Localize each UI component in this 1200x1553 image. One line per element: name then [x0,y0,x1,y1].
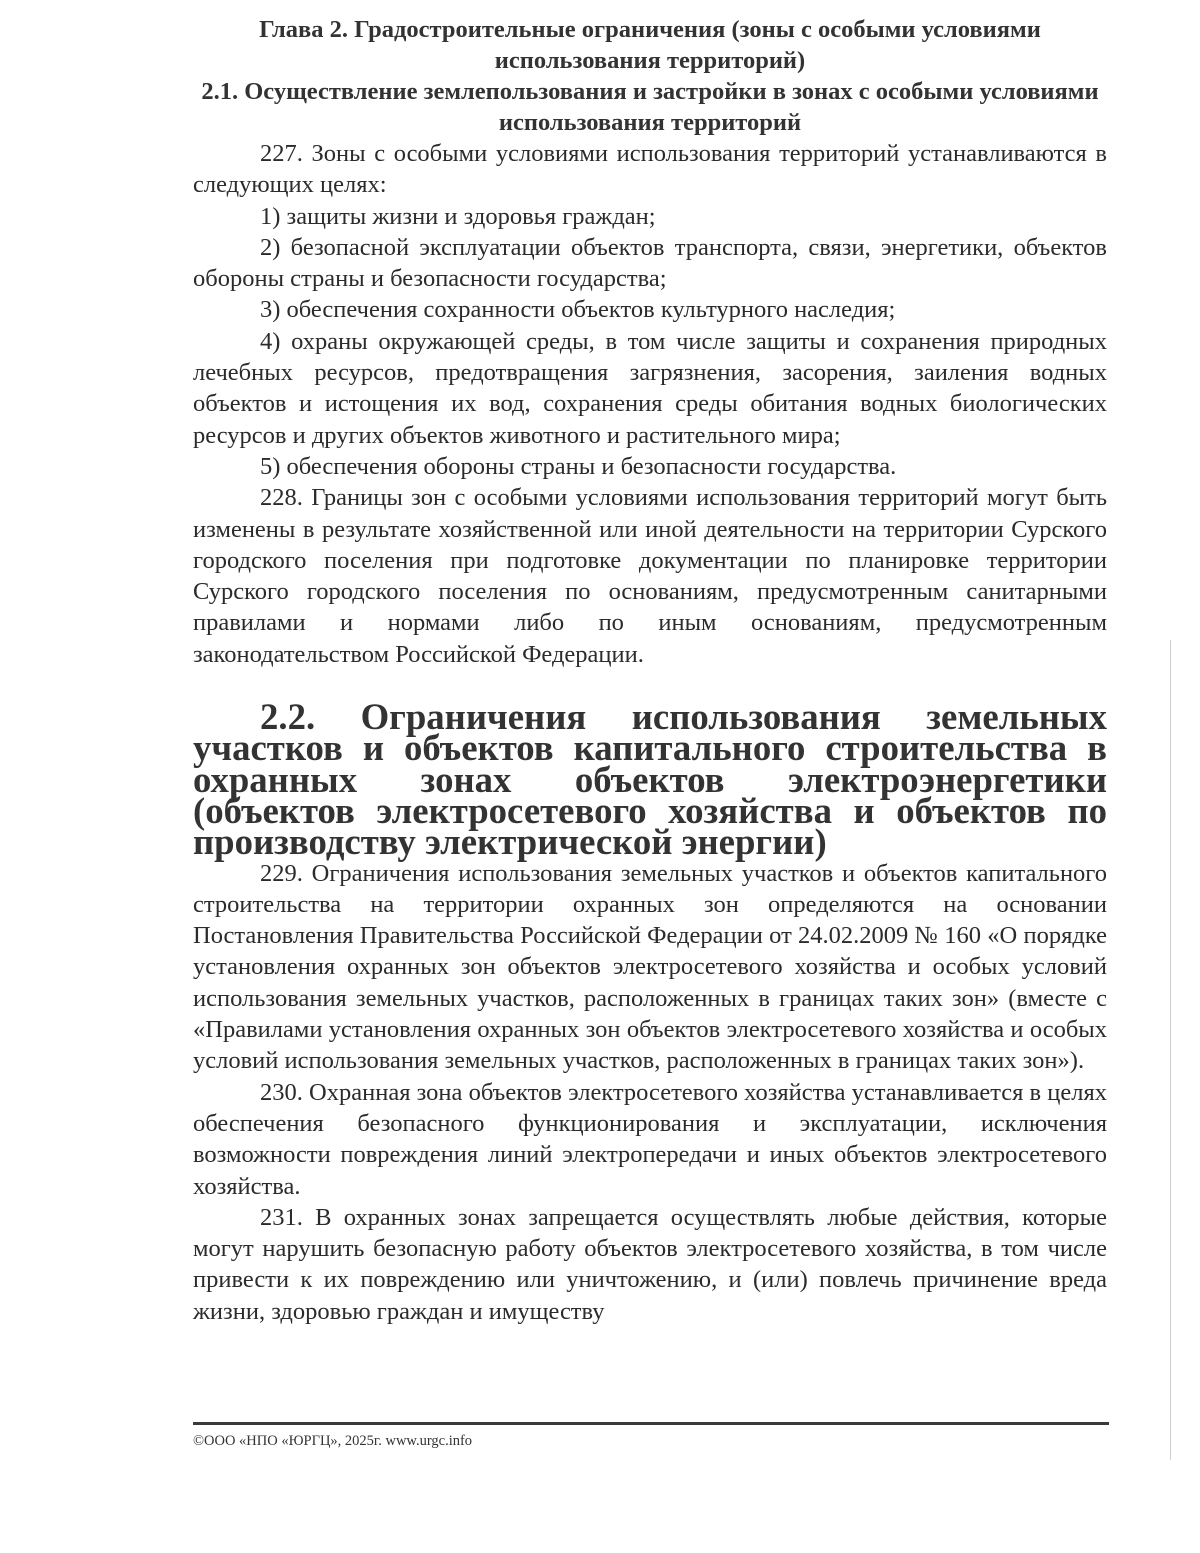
paragraph-231: 231. В охранных зонах запрещается осуществлять любые действия, которые могут нарушить безопасную работу объектов электросетевого хозяйства, в том числе привести к их повреждению или уничтожению, и (или) повлечь причинение вреда жизни, здоровью граждан и имуществу [193,1203,1107,1325]
section-2-2-title: 2.2. Ограничения использования земельных участков и объектов капитального строительства в охранных зонах объектов электроэнергетики (объектов электросетевого хозяйства и объектов по производству электрической энергии) [193,696,1107,863]
document-page [193,14,1107,1327]
list-item: 2) безопасной эксплуатации объектов транспорта, связи, энергетики, объектов обороны страны и безопасности государства; [193,233,1107,293]
chapter-title: Глава 2. Градостроительные ограничения (зоны с особыми условиями использования территорий) [259,16,1041,74]
list-item: 4) охраны окружающей среды, в том числе защиты и сохранения природных лечебных ресурсов, предотвращения загрязнения, засорения, заиления водных объектов и истощения их вод, сохранения среды обитания водных биологических ресурсов и других объектов животного и растительного мира; [193,327,1107,449]
paragraph-230: 230. Охранная зона объектов электросетевого хозяйства устанавливается в целях обеспечения безопасного функционирования и эксплуатации, исключения возможности повреждения линий электропередачи и иных объектов электросетевого хозяйства. [193,1078,1107,1200]
paragraph-228: 228. Границы зон с особыми условиями использования территорий могут быть изменены в результате хозяйственной или иной деятельности на территории Сурского городского поселения при подготовке документации по планировке территории Сурского городского поселения по основаниям, предусмотренным санитарными правилами и нормами либо по иным основаниям, предусмотренным законодательством Российской Федерации. [193,484,1107,668]
list-item: 3) обеспечения сохранности объектов культурного наследия; [260,296,896,324]
list-item: 1) защиты жизни и здоровья граждан; [260,202,656,230]
paragraph-229: 229. Ограничения использования земельных участков и объектов капитального строительства на территории охранных зон определяются на основании Постановления Правительства Российской Федерации от 24.02.2009 № 160 «О порядке установления охранных зон объектов электросетевого хозяйства и особых условий использования земельных участков, расположенных в границах таких зон» (вместе с «Правилами установления охранных зон объектов электросетевого хозяйства и особых условий использования земельных участков, расположенных в границах таких зон»). [193,859,1107,1075]
scan-edge-line [1170,640,1171,1460]
paragraph-227: 227. Зоны с особыми условиями использования территорий устанавливаются в следующих целях: [193,140,1107,199]
footer-divider [193,1422,1109,1425]
section-2-1-title: 2.1. Осуществление землепользования и застройки в зонах с особыми условиями использования территорий [201,78,1099,136]
footer-copyright: ©ООО «НПО «ЮРГЦ», 2025г. www.urgc.info [193,1433,473,1449]
list-item: 5) обеспечения обороны страны и безопасности государства. [260,452,897,480]
